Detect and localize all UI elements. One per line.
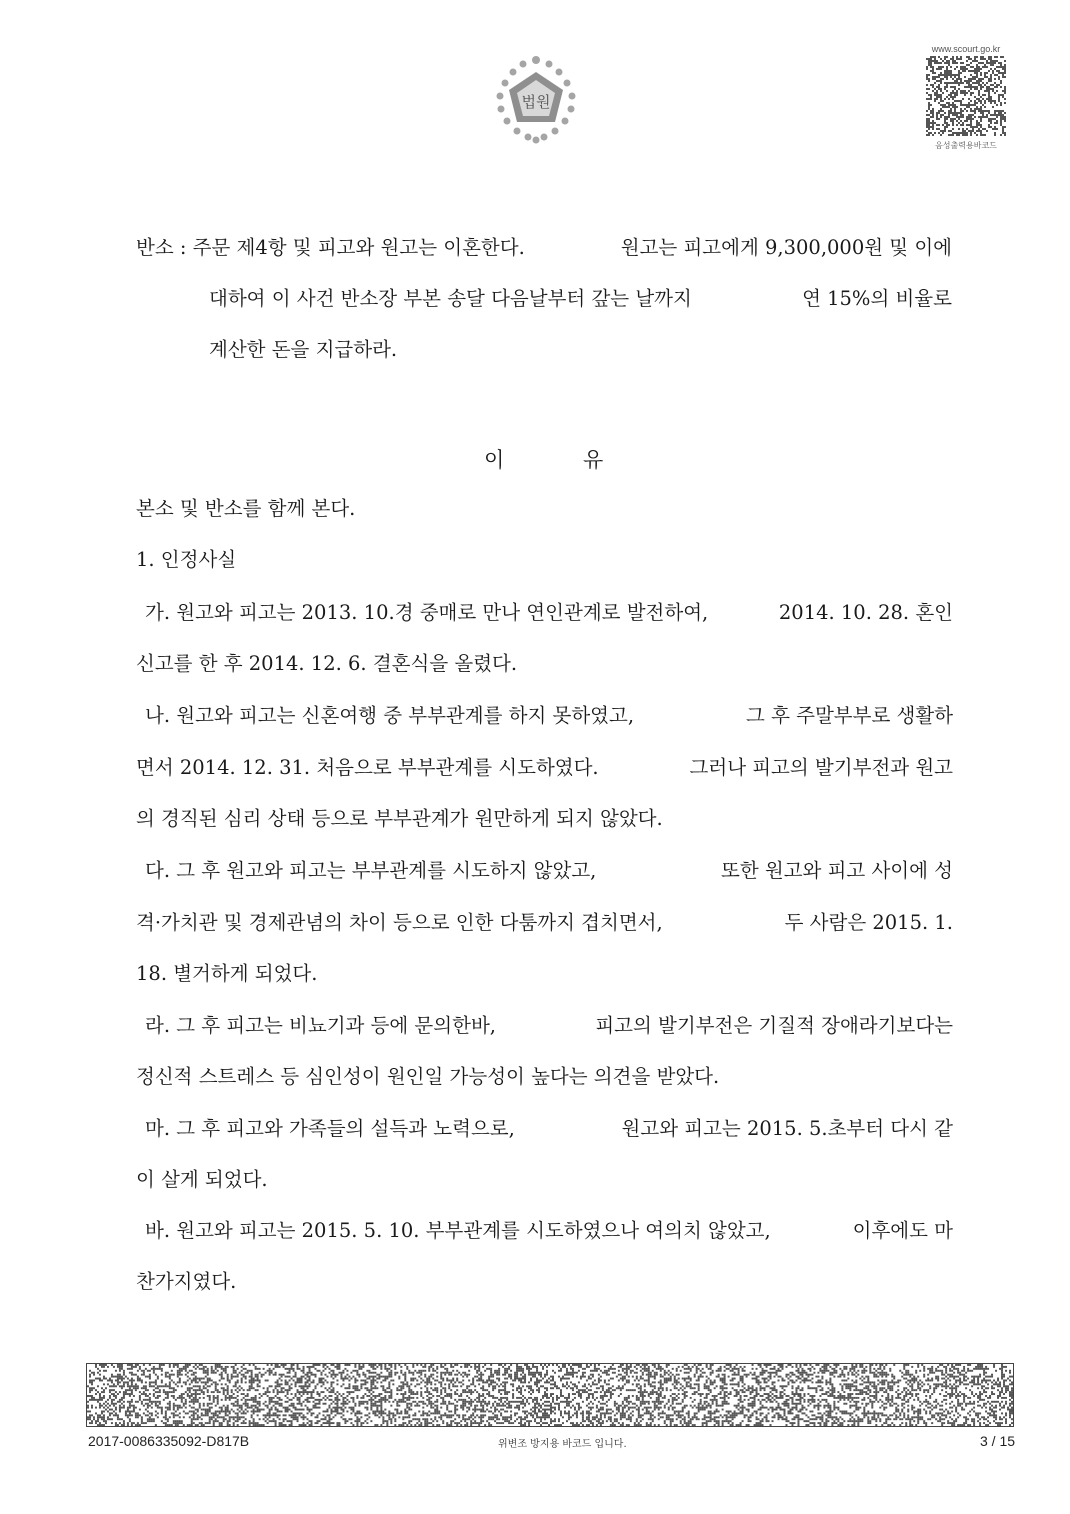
paragraph-ba-cont: 찬가지였다.: [136, 1270, 237, 1293]
intro-text: 본소 및 반소를 함께 본다.: [136, 497, 356, 520]
paragraph-ra: 라. 그 후 피고는 비뇨기과 등에 문의한바, 피고의 발기부전은 기질적 장애라기보다는: [145, 1014, 953, 1037]
document-id: 2017-0086335092-D817B: [88, 1433, 250, 1449]
paragraph-da-cont-1: 격·가치관 및 경제관념의 차이 등으로 인한 다툼까지 겹치면서, 두 사람은 2015. 1.: [136, 911, 953, 934]
counterclaim-line-2: 대하여 이 사건 반소장 부본 송달 다음날부터 갚는 날까지 연 15%의 비율로: [209, 287, 952, 310]
paragraph-ma-cont: 이 살게 되었다.: [136, 1168, 268, 1191]
paragraph-da: 다. 그 후 원고와 피고는 부부관계를 시도하지 않았고, 또한 원고와 피고 사이에 성: [145, 859, 953, 882]
counterclaim-line-1: 반소 : 주문 제4항 및 피고와 원고는 이혼한다. 원고는 피고에게 9,300,000원 및 이에: [136, 236, 952, 259]
paragraph-na-cont-1: 면서 2014. 12. 31. 처음으로 부부관계를 시도하였다. 그러나 피고의 발기부전과 원고: [136, 756, 953, 779]
qr-caption: 음성출력용바코드: [935, 141, 997, 150]
page-number: 3 / 15: [980, 1433, 1016, 1449]
counterclaim-line-3: 계산한 돈을 지급하라.: [209, 338, 398, 361]
svg-text:법원: 법원: [521, 93, 551, 111]
barcode-caption: 위변조 방지용 바코드 입니다.: [498, 1439, 627, 1450]
paragraph-ma: 마. 그 후 피고와 가족들의 설득과 노력으로, 원고와 피고는 2015. 5.초부터 다시 같: [145, 1117, 953, 1140]
anti-forgery-barcode: [86, 1363, 1014, 1427]
paragraph-ra-cont: 정신적 스트레스 등 심인성이 원인일 가능성이 높다는 의견을 받았다.: [136, 1065, 720, 1088]
paragraph-ba: 바. 원고와 피고는 2015. 5. 10. 부부관계를 시도하였으나 여의치 않았고, 이후에도 마: [145, 1219, 953, 1242]
paragraph-na: 나. 원고와 피고는 신혼여행 중 부부관계를 하지 못하였고, 그 후 주말부부로 생활하: [145, 704, 953, 727]
section-title: 1. 인정사실: [136, 548, 237, 571]
paragraph-ga-cont: 신고를 한 후 2014. 12. 6. 결혼식을 올렸다.: [136, 652, 518, 675]
paragraph-da-cont-2: 18. 별거하게 되었다.: [136, 962, 318, 985]
paragraph-na-cont-2: 의 경직된 심리 상태 등으로 부부관계가 원만하게 되지 않았다.: [136, 807, 663, 830]
court-emblem-icon: [493, 52, 579, 146]
qr-code: [926, 56, 1006, 136]
paragraph-ga: 가. 원고와 피고는 2013. 10.경 중매로 만나 연인관계로 발전하여, 2014. 10. 28. 혼인: [145, 601, 953, 624]
qr-url: www.scourt.go.kr: [931, 44, 1001, 54]
